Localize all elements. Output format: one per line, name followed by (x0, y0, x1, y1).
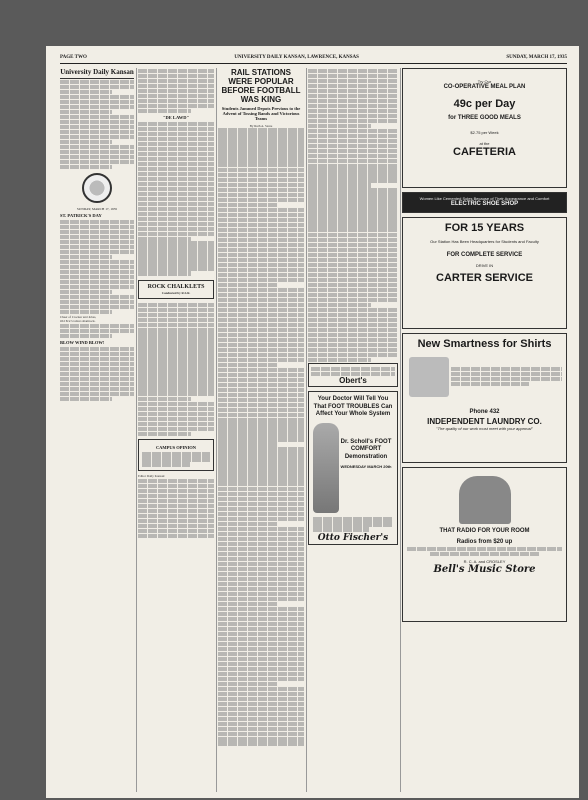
foot-figure-illustration (313, 423, 339, 513)
shirts-headline: New Smartness for Shirts (417, 337, 552, 350)
column-editorial (60, 68, 134, 792)
otto-fischers-logo: Otto Fischer's (317, 532, 389, 543)
laundry-name: INDEPENDENT LAUNDRY CO. (427, 417, 542, 426)
column-features (138, 68, 214, 792)
lead-deck: Students Jammed Depots Previous to the Advent of Tossing Bands and Victorious Teams (221, 106, 301, 122)
date-line: SUNDAY, MARCH 17, 1935 (76, 206, 118, 211)
foot-comfort-ad (308, 391, 398, 545)
coop-try: Try Our (477, 79, 492, 84)
university-seal-image (82, 173, 112, 203)
bells-music-store: Bell's Music Store (433, 564, 536, 576)
electric-shoe-ad (402, 192, 567, 213)
laundry-phone: Phone 432 (469, 408, 500, 415)
carter-years: FOR 15 YEARS (444, 221, 525, 234)
column-rule (216, 68, 217, 792)
coop-plan: CO-OPERATIVE MEAL PLAN (443, 84, 526, 90)
letter-salutation: Editor Daily Kansan: (138, 474, 166, 479)
header-date: SUNDAY, MARCH 17, 1935 (506, 55, 567, 60)
column-advertisements (402, 68, 567, 792)
carter-drive-in: DRIVE IN (475, 263, 494, 268)
carter-subtitle: Our Station Has Been Headquarters for Students and Faculty (430, 238, 539, 244)
campus-opinion-box (138, 439, 214, 471)
page-header (60, 55, 567, 64)
header-page-number: PAGE TWO (60, 55, 87, 60)
lead-headline: RAIL STATIONS WERE POPULAR BEFORE FOOTBALL WAS KING (221, 68, 301, 104)
column-story-and-ads (308, 68, 398, 792)
oberts-ad (308, 363, 398, 387)
poem-line: Cheer of Crocker and Jobes, (60, 314, 97, 319)
blow-wind-title: BLOW WIND BLOW! (60, 339, 105, 345)
de-lawd-title: "DE LAWD" (163, 114, 189, 120)
carter-name: CARTER SERVICE (436, 272, 533, 284)
campus-opinion-title: CAMPUS OPINION (155, 445, 197, 451)
column-rule (136, 68, 137, 792)
masthead: University Daily Kansan (60, 68, 134, 79)
laundry-ad (402, 333, 567, 463)
shirt-illustration (409, 357, 449, 397)
newspaper-page (46, 46, 579, 798)
rock-chalklets-title: ROCK CHALKLETS (147, 283, 205, 290)
st-patricks-title: ST. PATRICK'S DAY (60, 213, 102, 219)
foot-ad-headline: Your Doctor Will Tell You That FOOT TROUBLES Can Affect Your Whole System (313, 396, 393, 418)
poem-line: Old Eric's tailors shamrock. (60, 318, 96, 323)
header-paper-name: UNIVERSITY DAILY KANSAN, LAWRENCE, KANSAS (234, 55, 359, 60)
radio-price: Radios from $20 up (456, 539, 513, 545)
coop-price: 49c per Day (453, 97, 516, 110)
coop-at: at the (479, 141, 490, 146)
laundry-slogan: "The quality of our work must meet with your approval" (436, 425, 533, 431)
oberts-logo: Obert's (339, 375, 367, 385)
coop-week: $2.75 per Week (470, 130, 499, 135)
column-rule (306, 68, 307, 792)
cafeteria-ad (402, 68, 567, 188)
rock-chalklets-box (138, 280, 214, 299)
radio-brands: R. C. A. and CROSLEY (463, 559, 506, 565)
coop-meals: for THREE GOOD MEALS (448, 114, 521, 121)
lead-byline: By Ruth A. Stone (249, 123, 273, 128)
shoe-ad-headline: Women Like Cemented Soles Because of Their Appearance and Comfort (419, 196, 550, 201)
column-rule (400, 68, 401, 792)
demonstration-date: WEDNESDAY MARCH 20th (340, 464, 392, 470)
column-lead-story (218, 68, 304, 792)
cafeteria-name: CAFETERIA (453, 146, 516, 158)
scholl-title: Dr. Scholl's FOOT COMFORT Demonstration (340, 438, 392, 460)
carter-service-ad (402, 217, 567, 329)
radio-illustration (459, 476, 511, 524)
radio-ad (402, 467, 567, 622)
electric-shoe-shop: ELECTRIC SHOE SHOP (450, 201, 519, 207)
carter-complete: FOR COMPLETE SERVICE (446, 251, 523, 258)
rock-chalklets-byline: Conducted by R.S.R. (161, 290, 191, 295)
radio-headline: THAT RADIO FOR YOUR ROOM (439, 527, 530, 534)
